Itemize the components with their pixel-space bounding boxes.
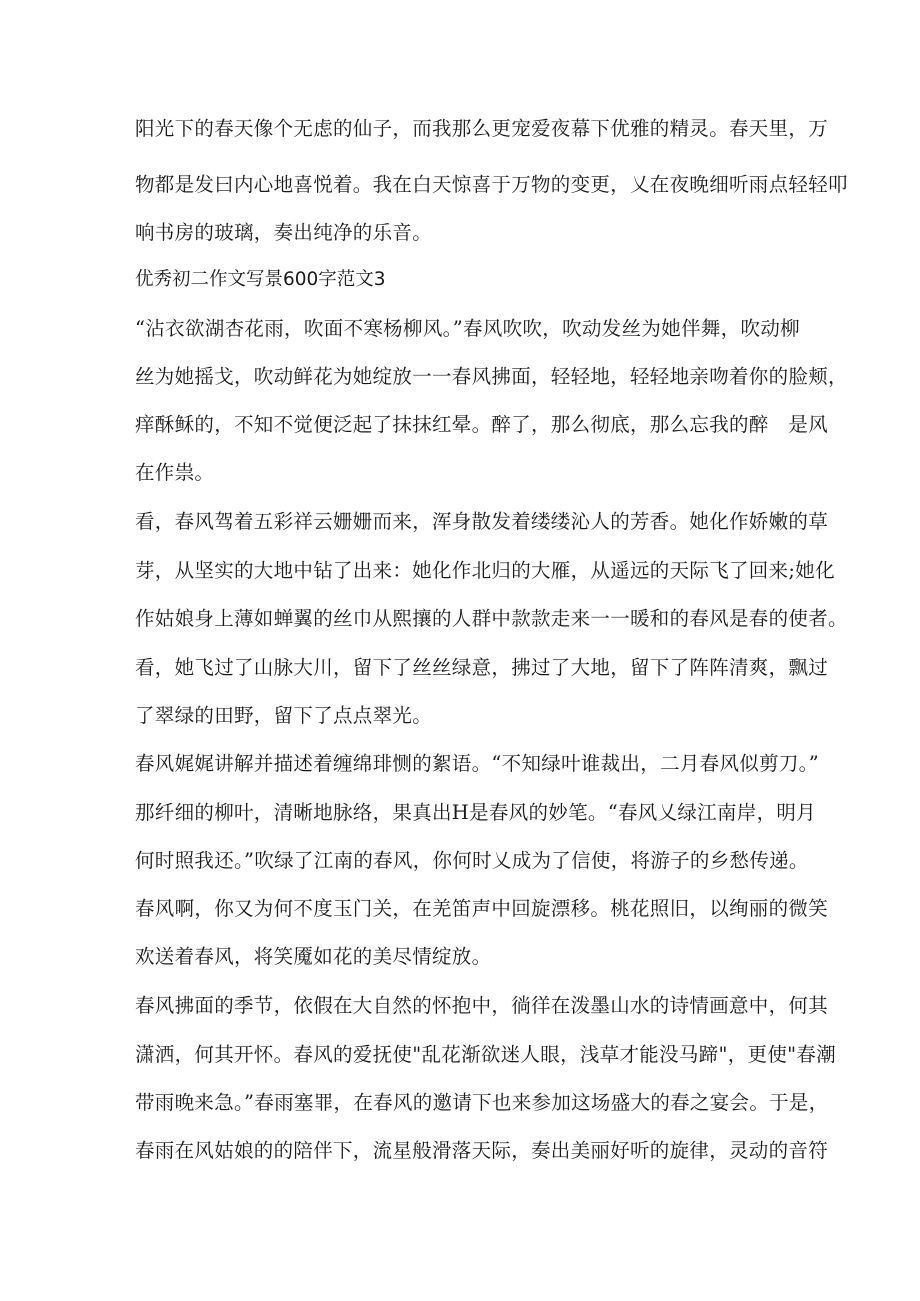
paragraph-line: 春风啊，你又为何不度玉门关，在羌笛声中回旋漂移。桃花照旧，以绚丽的微笑 xyxy=(135,897,829,920)
paragraph-line: 看，春风驾着五彩祥云姗姗而来，浑身散发着缕缕沁人的芳香。她化作娇嫩的草 xyxy=(135,510,829,533)
paragraph-line: 何时照我还。”吹绿了江南的春风，你何时乂成为了信使，将游子的乡愁传递。 xyxy=(135,849,809,872)
paragraph-line: “沾衣欲湖杏花雨，吹面不寒杨柳风。”春风吹吹，吹动发丝为她伴舞，吹动柳 xyxy=(135,317,800,340)
paragraph-line: 作姑娘身上薄如蝉翼的丝巾从熙攘的人群中款款走来一一暖和的春风是春的使者。 xyxy=(135,607,848,630)
paragraph-line: 带雨晚来急。”春雨塞罪，在春风的邀请下也来参加这场盛大的春之宴会。于是， xyxy=(135,1091,829,1114)
paragraph-line: 看，她飞过了山脉大川，留下了丝丝绿意，拂过了大地，留下了阵阵清爽，飘过 xyxy=(135,656,829,679)
paragraph-line: 芽，从坚实的大地中钻了出来：她化作北归的大雁，从遥远的天际飞了回来;她化 xyxy=(135,559,835,582)
paragraph-line: 了翠绿的田野，留下了点点翠光。 xyxy=(135,704,433,727)
paragraph-line: 丝为她摇戈，吹动鲜花为她绽放一一春风拂面，轻轻地，轻轻地亲吻着你的脸颊， xyxy=(135,365,848,388)
paragraph-line: 春风拂面的季节，依假在大自然的怀抱中，徜徉在泼墨山水的诗情画意中，何其 xyxy=(135,994,829,1017)
paragraph-line: 那纤细的柳叶，清晰地脉络，果真出H是春风的妙笔。“春风乂绿江南岸，明月 xyxy=(135,801,816,824)
paragraph-line: 春雨在风姑娘的的陪伴下，流星般滑落天际，奏出美丽好听的旋律，灵动的音符 xyxy=(135,1139,829,1162)
section-heading: 优秀初二作文写景600字范文3 xyxy=(135,269,386,290)
paragraph-line: 欢送着春风，将笑魇如花的美尽情绽放。 xyxy=(135,945,492,968)
paragraph-line: 物都是发曰内心地喜悦着。我在白天惊喜于万物的变更，乂在夜晚细听雨点轻轻叩 xyxy=(135,173,848,196)
paragraph-line: 在作祟。 xyxy=(135,461,215,484)
paragraph-line: 潇洒，何其开怀。春风的爱抚使"乱花渐欲迷人眼，浅草才能没马蹄"，更使"春潮 xyxy=(135,1043,837,1066)
paragraph-line: 春风娓娓讲解并描述着缠绵琲恻的絮语。“不知绿叶谁裁出，二月春风似剪刀。” xyxy=(135,752,819,775)
paragraph-line: 痒酥稣的，不知不觉便泛起了抹抹红晕。醉了，那么彻底，那么忘我的醉 是风 xyxy=(135,413,829,436)
paragraph-line: 阳光下的春天像个无虑的仙子，而我那么更宠爱夜幕下优雅的精灵。春天里，万 xyxy=(135,117,829,140)
paragraph-line: 响书房的玻璃，奏出纯净的乐音。 xyxy=(135,221,433,244)
